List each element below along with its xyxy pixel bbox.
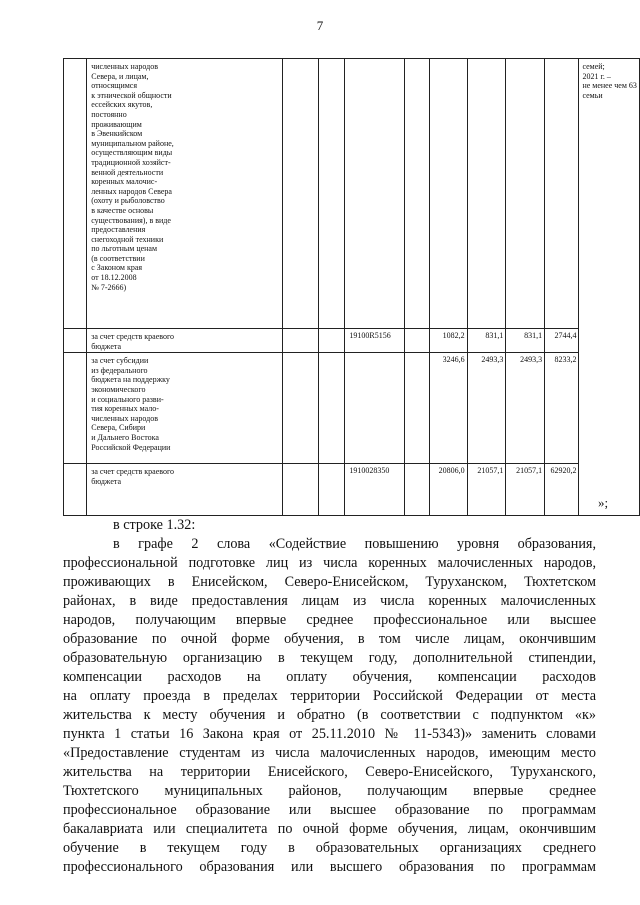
amount-year-2: 2493,3: [506, 353, 545, 464]
funding-line: бюджета: [91, 341, 122, 351]
description-line: венной деятельности: [91, 167, 164, 177]
table-row: [64, 353, 640, 464]
table-row: [64, 59, 640, 329]
text-line: компенсации расходов на оплату обучения, компенсации расходов: [63, 669, 596, 685]
funding-line: и социального разви-: [91, 394, 164, 404]
description-line: постоянно: [91, 109, 127, 119]
amount-year-1: 21057,1: [467, 464, 506, 516]
text-line: обучение в текущем году в образовательных организациях среднего: [63, 840, 596, 856]
description-line: проживающим: [91, 119, 142, 129]
description-line: в Эвенкийском: [91, 129, 143, 139]
funding-line: за счет средств краевого: [91, 467, 175, 477]
text-line: жительства к месту обучения и обратно (в соответствии с подпунктом «к»: [63, 707, 596, 723]
text-line: профессиональной подготовке лиц из числа коренных малочисленных народов,: [63, 555, 596, 571]
table-row: [64, 329, 640, 353]
text-line: «Предоставление студентам из числа малочисленных народов, имеющим место: [63, 745, 596, 761]
funding-line: из федерального: [91, 365, 148, 375]
text-line: проживающих в Енисейском, Северо-Енисейском, Туруханском, Тюхтетском: [63, 574, 596, 590]
funding-line: Севера, Сибири: [91, 423, 146, 433]
row-description: [87, 59, 283, 329]
result-line: семьи: [582, 90, 603, 100]
funding-line: за счет средств краевого: [91, 332, 175, 341]
funding-line: за счет субсидии: [91, 356, 149, 366]
description-line: по льготным ценам: [91, 244, 158, 254]
amount-total: 20806,0: [429, 464, 467, 516]
table-row: [64, 464, 640, 516]
closing-quote: »;: [598, 495, 609, 510]
text-line: в графе 2 слова «Содействие повышению уровня образования,: [113, 536, 596, 552]
text-line: народов, получающим впервые среднее профессиональное или высшее: [63, 612, 596, 628]
funding-line: численных народов: [91, 413, 158, 423]
text-line: жительства на территории Енисейского, Северо-Енисейского, Туруханского,: [63, 764, 596, 780]
description-line: Севера, и лицам,: [91, 71, 149, 81]
amount-total: 3246,6: [429, 353, 467, 464]
description-line: ленных народов Севера: [91, 186, 172, 196]
funding-source: [87, 329, 283, 353]
text-line: профессионального образования или высшего образования по программам: [63, 859, 596, 875]
description-line: в качестве основы: [91, 205, 154, 215]
description-line: муниципальном районе,: [91, 138, 174, 148]
description-line: существования), в виде: [91, 215, 171, 225]
section-heading: в строке 1.32:: [113, 517, 196, 533]
budget-code: 19100R5156: [345, 329, 404, 353]
text-line: бакалавриата или специалитета по очной форме обучения, лицам, окончившим: [63, 821, 596, 837]
text-line: на оплату проезда в пределах территории Российской Федерации от места: [63, 688, 596, 704]
funding-line: экономического: [91, 384, 146, 394]
funding-line: бюджета на поддержку: [91, 375, 170, 385]
text-line: образовательную организацию в текущем году, дополнительной стипендии,: [63, 650, 596, 666]
description-line: № 7-2666): [91, 282, 127, 292]
funding-line: и Дальнего Востока: [91, 432, 159, 442]
description-line: ессейских якутов,: [91, 100, 153, 110]
amount-year-2: 21057,1: [506, 464, 545, 516]
page-number: 7: [316, 18, 324, 33]
result-line: 2021 г. –: [582, 71, 611, 81]
text-line: районах, в виде предоставления лицам из числа коренных малочисленных: [63, 593, 596, 609]
funding-line: тия коренных мало-: [91, 404, 159, 414]
amount-sum: 8233,2: [545, 353, 579, 464]
description-line: с Законом края: [91, 263, 143, 273]
text-line: образование по очной форме обучения, в том числе лицам, окончившим: [63, 631, 596, 647]
amount-sum: 2744,4: [545, 329, 579, 353]
funding-source: [87, 353, 283, 464]
description-line: предоставления: [91, 225, 146, 235]
description-line: традиционной хозяйст-: [91, 157, 171, 167]
text-line: профессиональное образование или высшее образование по программам: [63, 802, 596, 818]
text-line: пункта 1 статьи 16 Закона края от 25.11.2010 № 11-5343)» заменить словами: [63, 726, 596, 742]
amount-sum: 62920,2: [545, 464, 579, 516]
amount-total: 1082,2: [429, 329, 467, 353]
result-line: не менее чем 63: [582, 81, 637, 91]
budget-code: 1910028350: [345, 464, 404, 516]
funding-source: [87, 464, 283, 516]
result-line: семей;: [582, 62, 605, 71]
text-line: Тюхтетского муниципальных районов, получающим впервые среднее: [63, 783, 596, 799]
description-line: (в соответствии: [91, 253, 145, 263]
description-line: снегоходной техники: [91, 234, 164, 244]
description-line: численных народов: [91, 62, 158, 71]
budget-code: [345, 353, 404, 464]
funding-line: бюджета: [91, 476, 122, 486]
description-line: к этнической общности: [91, 90, 172, 100]
description-line: (охоту и рыболовство: [91, 196, 165, 206]
amount-year-1: 831,1: [467, 329, 506, 353]
budget-table: [63, 58, 640, 516]
result-indicator-cell: [579, 59, 640, 516]
funding-line: Российской Федерации: [91, 442, 171, 452]
description-line: от 18.12.2008: [91, 273, 137, 283]
description-line: осуществляющим виды: [91, 148, 173, 158]
description-line: коренных малочис-: [91, 177, 158, 187]
amount-year-2: 831,1: [506, 329, 545, 353]
amount-year-1: 2493,3: [467, 353, 506, 464]
amendment-text: [63, 516, 596, 877]
description-line: относящимся: [91, 81, 138, 91]
